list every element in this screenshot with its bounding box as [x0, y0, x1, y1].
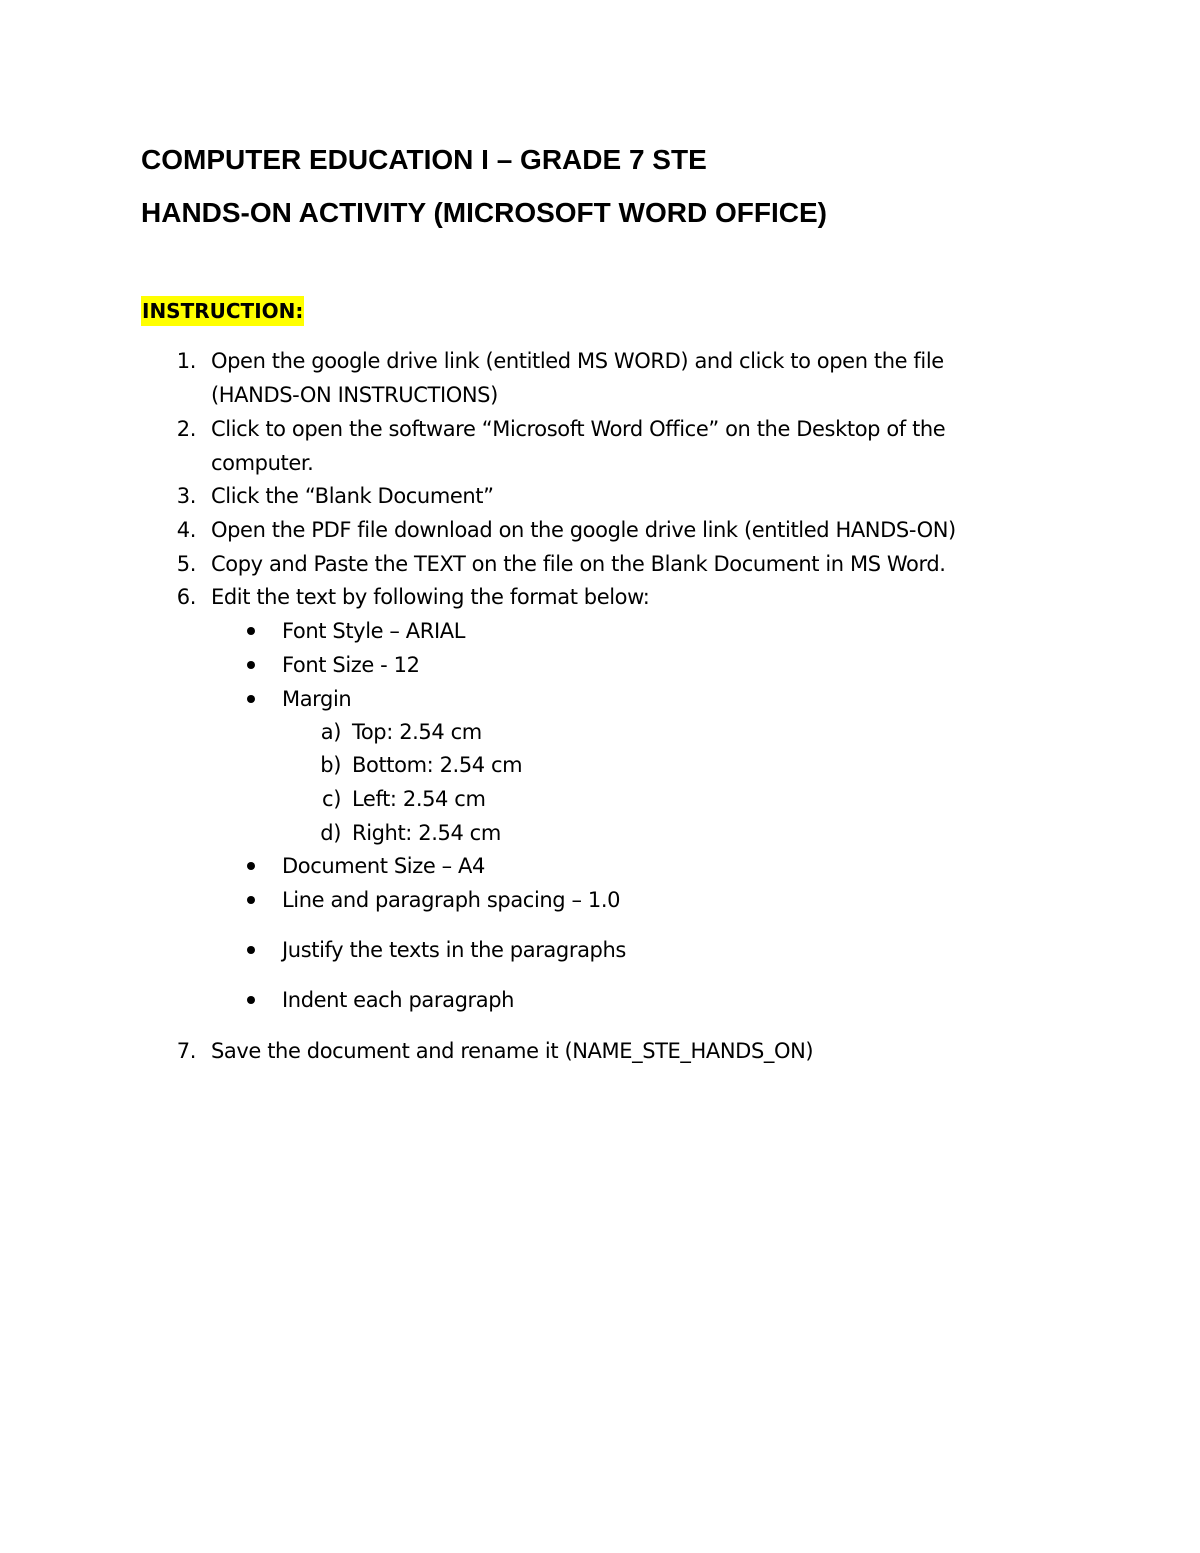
step-text: Open the PDF file download on the google drive link (entitled HANDS-ON)	[211, 518, 956, 542]
bullet-icon	[244, 993, 258, 1007]
format-bullet-item: Line and paragraph spacing – 1.0	[282, 888, 621, 912]
instruction-label: INSTRUCTION:	[141, 296, 304, 326]
bullet-icon	[244, 943, 258, 957]
margin-item-letter: c)	[322, 787, 341, 811]
margin-item-text: Right: 2.54 cm	[352, 821, 501, 845]
step-text: Edit the text by following the format below:	[211, 585, 650, 609]
margin-item-letter: b)	[320, 753, 341, 777]
bullet-icon	[244, 859, 258, 873]
step-number: 3.	[176, 484, 196, 508]
step-text: Open the google drive link (entitled MS WORD) and click to open the file	[211, 349, 944, 373]
step-text-continued: computer.	[211, 451, 314, 475]
margin-item-text: Bottom: 2.54 cm	[352, 753, 523, 777]
format-bullet-item: Font Size - 12	[282, 653, 420, 677]
step-text: Click to open the software “Microsoft Word Office” on the Desktop of the	[211, 417, 946, 441]
step-number: 4.	[176, 518, 196, 542]
step-number: 2.	[176, 417, 196, 441]
bullet-icon	[244, 692, 258, 706]
margin-item-text: Top: 2.54 cm	[352, 720, 482, 744]
step-number: 1.	[176, 349, 196, 373]
step-number: 7.	[176, 1039, 196, 1063]
format-bullet-item: Document Size – A4	[282, 854, 485, 878]
format-bullet-item: Indent each paragraph	[282, 988, 515, 1012]
bullet-icon	[244, 658, 258, 672]
bullet-icon	[244, 624, 258, 638]
step-number: 6.	[176, 585, 196, 609]
format-bullet-item: Justify the texts in the paragraphs	[282, 938, 626, 962]
margin-item-letter: d)	[320, 821, 341, 845]
document-title-line-1: COMPUTER EDUCATION I – GRADE 7 STE	[141, 144, 707, 175]
bullet-icon	[244, 893, 258, 907]
step-text: Copy and Paste the TEXT on the file on the Blank Document in MS Word.	[211, 552, 946, 576]
margin-item-letter: a)	[320, 720, 341, 744]
step-text: Save the document and rename it (NAME_STE_HANDS_ON)	[211, 1039, 814, 1063]
step-text: Click the “Blank Document”	[211, 484, 494, 508]
format-bullet-item: Margin	[282, 687, 352, 711]
step-number: 5.	[176, 552, 196, 576]
format-bullet-item: Font Style – ARIAL	[282, 619, 466, 643]
document-title-line-2: HANDS-ON ACTIVITY (MICROSOFT WORD OFFICE)	[141, 197, 827, 228]
margin-item-text: Left: 2.54 cm	[352, 787, 486, 811]
step-text-continued: (HANDS-ON INSTRUCTIONS)	[211, 383, 498, 407]
